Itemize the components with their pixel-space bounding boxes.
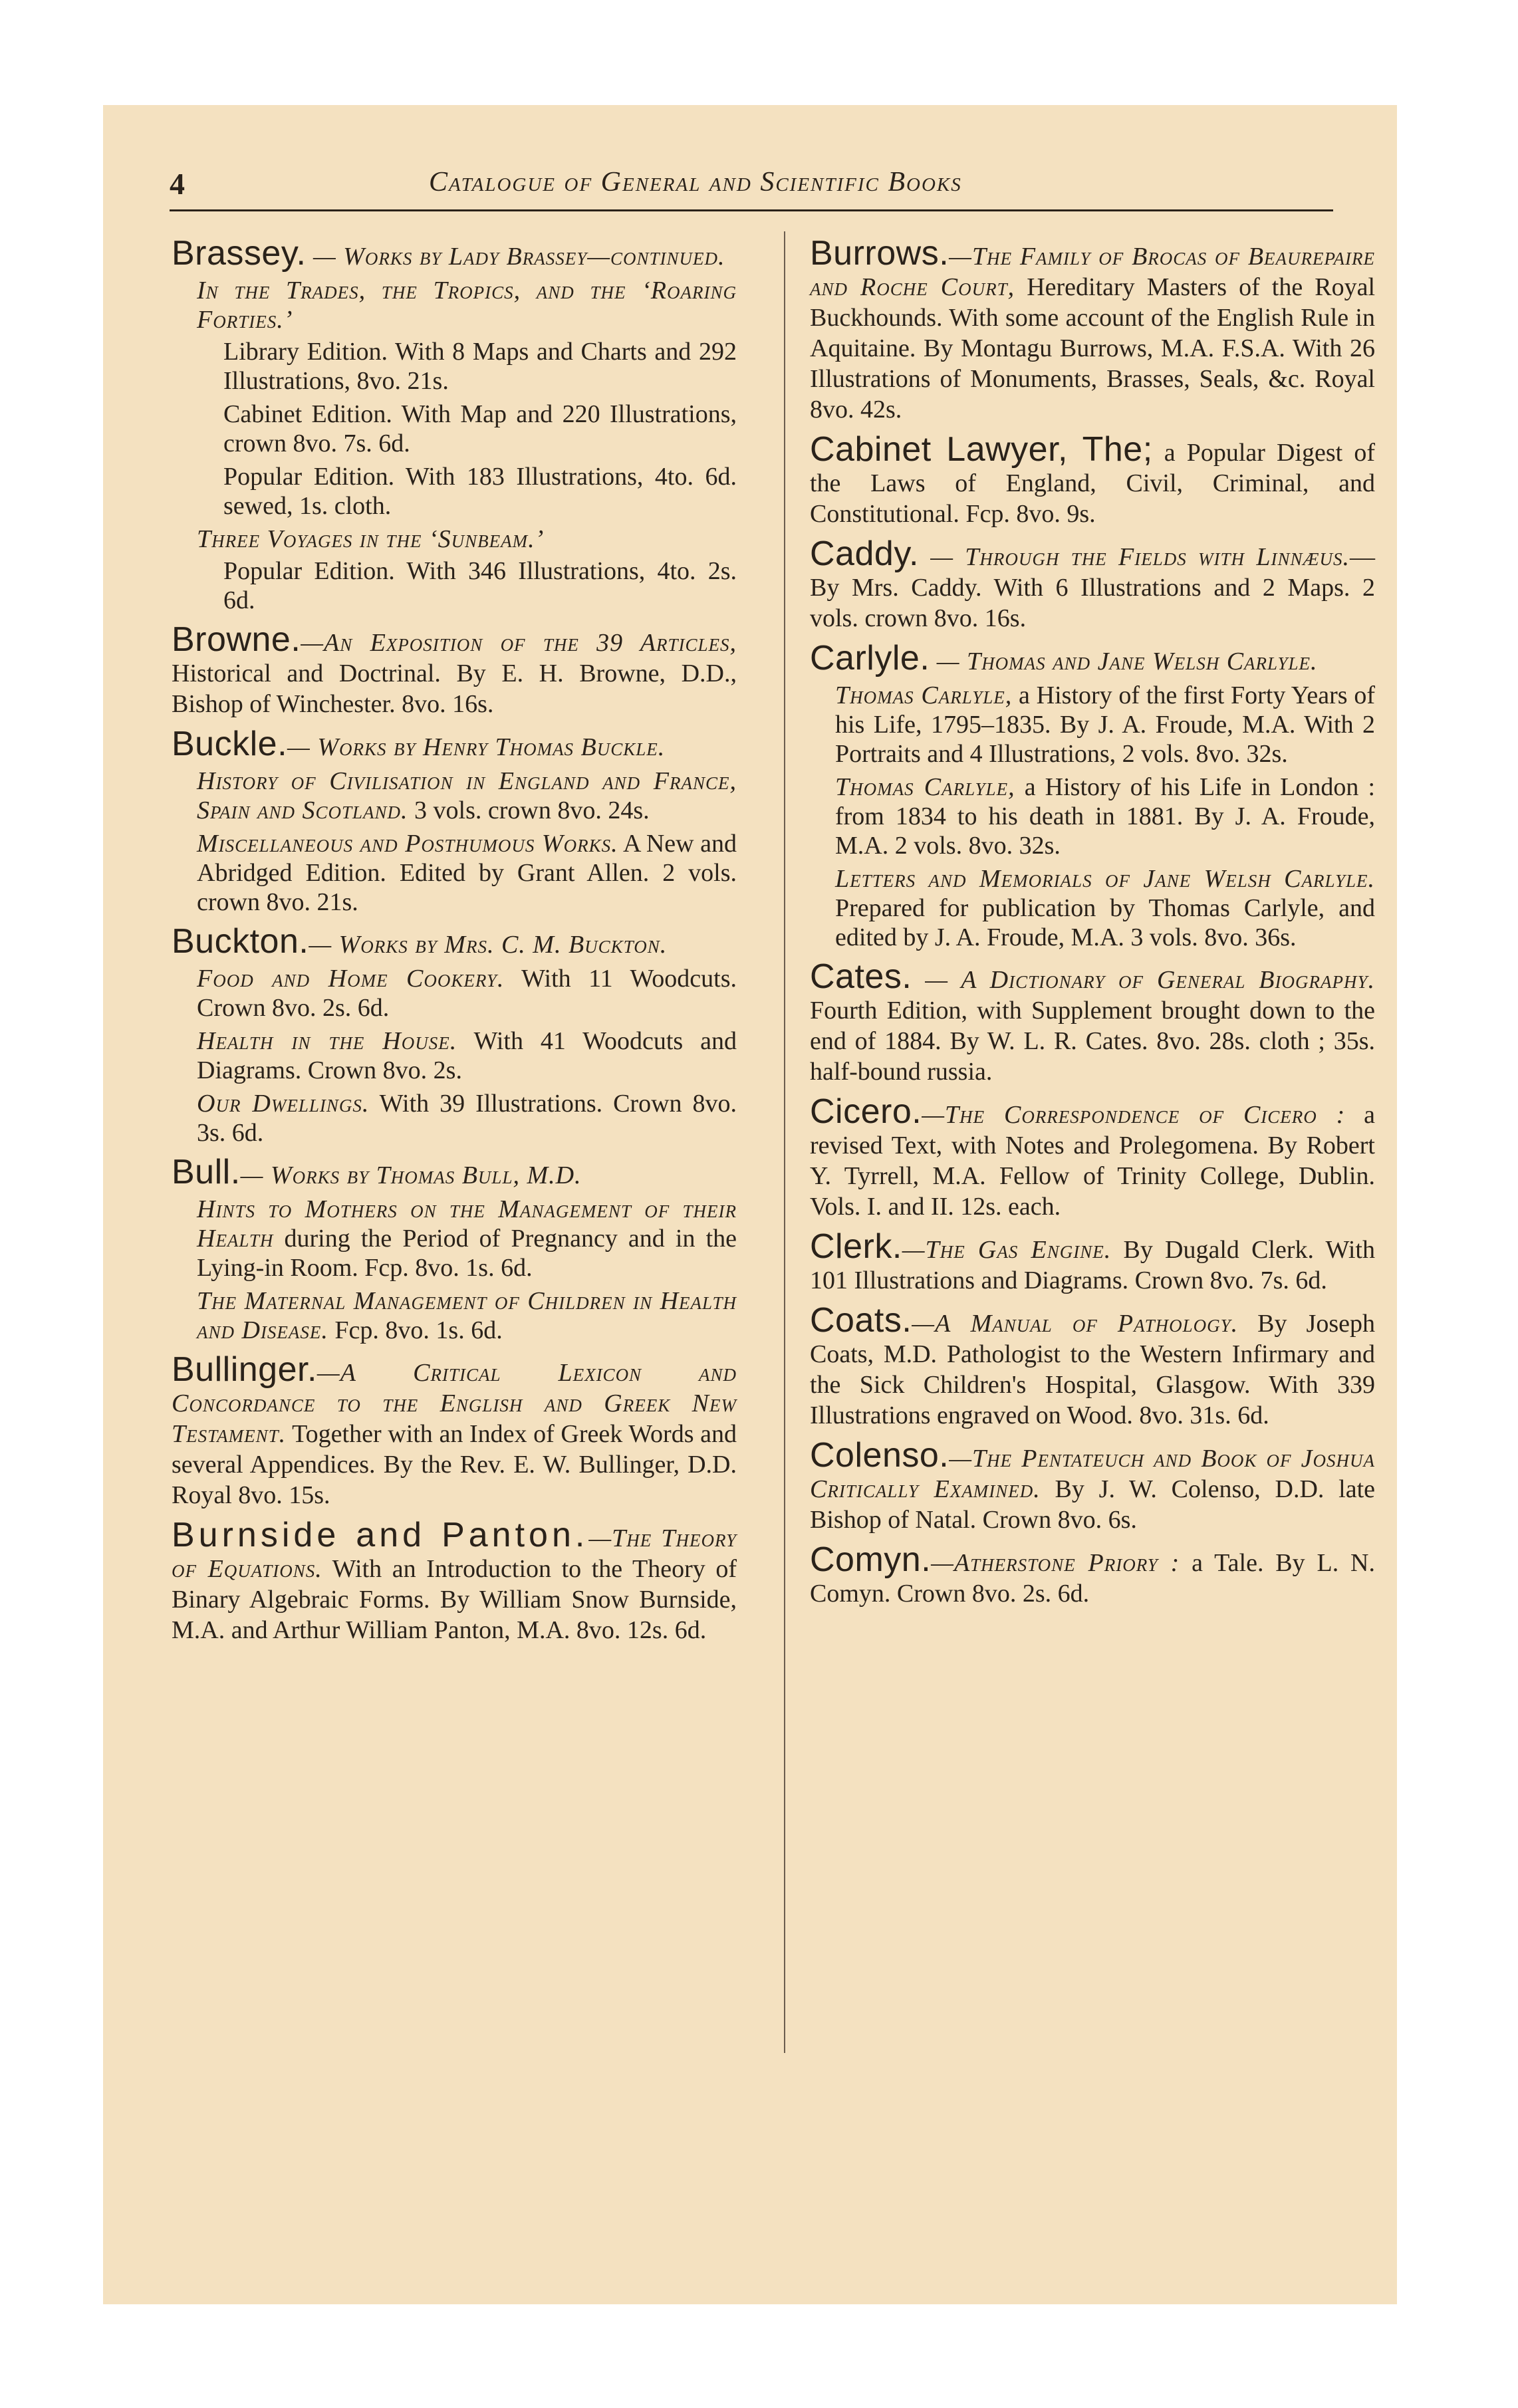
- entry-brassey: [172, 234, 737, 615]
- subentry-description: A New and Abridged Edition. Edited by Grant Allen. 2 vols. crown 8vo. 21s.: [197, 830, 737, 916]
- subentry-title: Thomas Carlyle,: [835, 681, 1013, 709]
- subentry-description: With 39 Illustrations. Crown 8vo. 3s. 6d.: [197, 1090, 737, 1147]
- entry-author: Bull.: [172, 1153, 241, 1191]
- page-number: 4: [170, 167, 185, 201]
- subentry-title: Thomas Carlyle,: [835, 773, 1015, 801]
- subentry-description: during the Period of Pregnancy and in the Lying-in Room. Fcp. 8vo. 1s. 6d.: [197, 1225, 737, 1282]
- entry-author: Bullinger.: [172, 1350, 317, 1389]
- entry-burnside-panton: [172, 1516, 737, 1645]
- entry-author: Cates.: [810, 957, 912, 996]
- running-title: Catalogue of General and Scientific Books: [429, 167, 962, 197]
- entry-title: — A Dictionary of General Biography.: [912, 966, 1375, 994]
- edition-detail: Library Edition. With 8 Maps and Charts and 292 Illustrations, 8vo. 21s.: [223, 338, 737, 395]
- entry-cates: [810, 957, 1375, 1087]
- entry-title: —An Exposition of the 39 Articles,: [301, 629, 737, 657]
- entry-buckton: [172, 922, 737, 1147]
- entry-description: By Dugald Clerk. With 101 Illustrations and Diagrams. Crown 8vo. 7s. 6d.: [810, 1236, 1375, 1294]
- catalogue-page: [103, 105, 1397, 2304]
- edition-detail: Cabinet Edition. With Map and 220 Illustrations, crown 8vo. 7s. 6d.: [223, 400, 737, 457]
- entry-description: a revised Text, with Notes and Prolegomena. By Robert Y. Tyrrell, M.A. Fellow of Trinity College, Dublin. Vols. I. and II. 12s. each.: [810, 1101, 1375, 1221]
- subentry-title: History of Civilisation in England and France, Spain and Scotland.: [197, 767, 737, 824]
- entry-author: Burnside and Panton.: [172, 1516, 589, 1554]
- subentry-description: Fcp. 8vo. 1s. 6d.: [328, 1316, 503, 1344]
- entry-description: Fourth Edition, with Supplement brought down to the end of 1884. By W. L. R. Cates. 8vo. 28s. cloth ; 35s. half-bound russia.: [810, 997, 1375, 1086]
- entry-description: With an Introduction to the Theory of Binary Algebraic Forms. By William Snow Burnside, M.A. and Arthur William Panton, M.A. 8vo. 12s. 6d.: [172, 1555, 737, 1644]
- subentry-description: a History of his Life in London : from 1834 to his death in 1881. By J. A. Froude, M.A. 2 vols. 8vo. 32s.: [835, 773, 1376, 860]
- right-column: [810, 234, 1376, 1618]
- entry-comyn: [810, 1540, 1375, 1609]
- entry-caddy: [810, 535, 1375, 634]
- subentry-description: a History of the first Forty Years of his Life, 1795–1835. By J. A. Froude, M.A. With 2 Portraits and 4 Illustrations, 2 vols. 8vo. 32s.: [835, 681, 1376, 768]
- entry-title: —The Gas Engine.: [902, 1236, 1112, 1264]
- entry-author: Burrows.: [810, 234, 949, 273]
- edition-detail: Popular Edition. With 346 Illustrations, 4to. 2s. 6d.: [223, 557, 737, 614]
- entry-title: —A Manual of Pathology.: [912, 1310, 1239, 1338]
- subentry-title: In the Trades, the Tropics, and the ‘Roaring Forties.’: [197, 277, 737, 334]
- entry-bull: [172, 1153, 737, 1345]
- entry-clerk: [810, 1227, 1375, 1296]
- entry-author: Cicero.: [810, 1092, 922, 1131]
- entry-title: — Works by Henry Thomas Buckle.: [287, 733, 666, 761]
- subentry-title: Miscellaneous and Posthumous Works.: [197, 830, 618, 858]
- entry-author: Clerk.: [810, 1227, 902, 1266]
- entry-burrows: [810, 234, 1376, 425]
- entry-cicero: [810, 1092, 1375, 1222]
- entry-carlyle: [810, 639, 1376, 952]
- subentry-title: Our Dwellings.: [197, 1090, 370, 1118]
- entry-title: — Works by Thomas Bull, M.D.: [240, 1161, 582, 1189]
- entry-author: Cabinet Lawyer, The;: [810, 430, 1153, 469]
- subentry-description: 3 vols. crown 8vo. 24s.: [408, 796, 650, 824]
- entry-author: Buckle.: [172, 725, 288, 763]
- entry-title: —The Pentateuch and Book of Joshua Critically Examined.: [810, 1445, 1375, 1503]
- entry-author: Carlyle.: [810, 639, 930, 677]
- subentry-description: With 41 Woodcuts and Diagrams. Crown 8vo. 2s.: [197, 1027, 737, 1084]
- entry-title: —The Correspondence of Cicero :: [922, 1101, 1346, 1129]
- entry-description: a Popular Digest of the Laws of England, Civil, Criminal, and Constitutional. Fcp. 8vo. 9s.: [810, 439, 1375, 528]
- entry-title: — Through the Fields with Linnæus.: [918, 543, 1350, 571]
- subentry-title: Food and Home Cookery.: [197, 965, 505, 993]
- entry-title: —The Family of Brocas of Beaurepaire and Roche Court,: [810, 243, 1375, 301]
- entry-author: Comyn.: [810, 1540, 932, 1579]
- entry-description: Hereditary Masters of the Royal Buckhounds. With some account of the English Rule in Aquitaine. By Montagu Burrows, M.A. F.S.A. With 26 Illustrations of Monuments, Brasses, Seals, &c. Royal 8vo. 42s.: [810, 273, 1376, 423]
- subentry-title: Health in the House.: [197, 1027, 457, 1055]
- header-rule: [170, 209, 1333, 211]
- entry-description: —By Mrs. Caddy. With 6 Illustrations and 2 Maps. 2 vols. crown 8vo. 16s.: [810, 543, 1375, 632]
- entry-coats: [810, 1301, 1375, 1431]
- entry-description: By J. W. Colenso, D.D. late Bishop of Natal. Crown 8vo. 6s.: [810, 1475, 1375, 1534]
- entry-cabinet-lawyer: [810, 430, 1375, 529]
- entry-description: Historical and Doctrinal. By E. H. Browne, D.D., Bishop of Winchester. 8vo. 16s.: [172, 660, 737, 718]
- entry-description: Together with an Index of Greek Words and several Appendices. By the Rev. E. W. Bullinger, D.D. Royal 8vo. 15s.: [172, 1420, 737, 1509]
- entry-colenso: [810, 1436, 1375, 1535]
- edition-detail: Popular Edition. With 183 Illustrations, 4to. 6d. sewed, 1s. cloth.: [223, 463, 737, 520]
- entry-author: Buckton.: [172, 922, 309, 961]
- entry-title: —A Critical Lexicon and Concordance to the English and Greek New Testament.: [172, 1359, 737, 1448]
- entry-author: Browne.: [172, 620, 301, 659]
- entry-title: — Thomas and Jane Welsh Carlyle.: [930, 648, 1318, 675]
- entry-title: —The Theory of Equations.: [172, 1524, 737, 1583]
- entry-buckle: [172, 725, 737, 917]
- entry-description: By Joseph Coats, M.D. Pathologist to the Western Infirmary and the Sick Children's Hospital, Glasgow. With 339 Illustrations engraved on Wood. 8vo. 31s. 6d.: [810, 1310, 1375, 1429]
- subentry-title: Three Voyages in the ‘Sunbeam.’: [197, 525, 545, 553]
- entry-author: Caddy.: [810, 535, 919, 573]
- subentry-description: With 11 Woodcuts. Crown 8vo. 2s. 6d.: [197, 965, 737, 1022]
- entry-author: Coats.: [810, 1301, 912, 1340]
- entry-title: —Atherstone Priory :: [931, 1549, 1180, 1577]
- subentry-title: The Maternal Management of Children in Health and Disease.: [197, 1287, 737, 1344]
- subentry-title: Hints to Mothers on the Management of their Health: [197, 1195, 737, 1253]
- subentry-title: Letters and Memorials of Jane Welsh Carlyle.: [835, 865, 1375, 893]
- entry-author: Colenso.: [810, 1436, 949, 1475]
- entry-browne: [172, 620, 737, 719]
- entry-title: — Works by Mrs. C. M. Buckton.: [309, 931, 668, 959]
- subentry-description: Prepared for publication by Thomas Carlyle, and edited by J. A. Froude, M.A. 3 vols. 8vo. 36s.: [835, 894, 1375, 951]
- entry-bullinger: [172, 1350, 737, 1510]
- entry-description: a Tale. By L. N. Comyn. Crown 8vo. 2s. 6d.: [810, 1549, 1375, 1608]
- entry-title: — Works by Lady Brassey—continued.: [306, 243, 725, 271]
- column-divider: [784, 231, 785, 2053]
- left-column: [172, 234, 737, 1655]
- entry-author: Brassey.: [172, 234, 307, 273]
